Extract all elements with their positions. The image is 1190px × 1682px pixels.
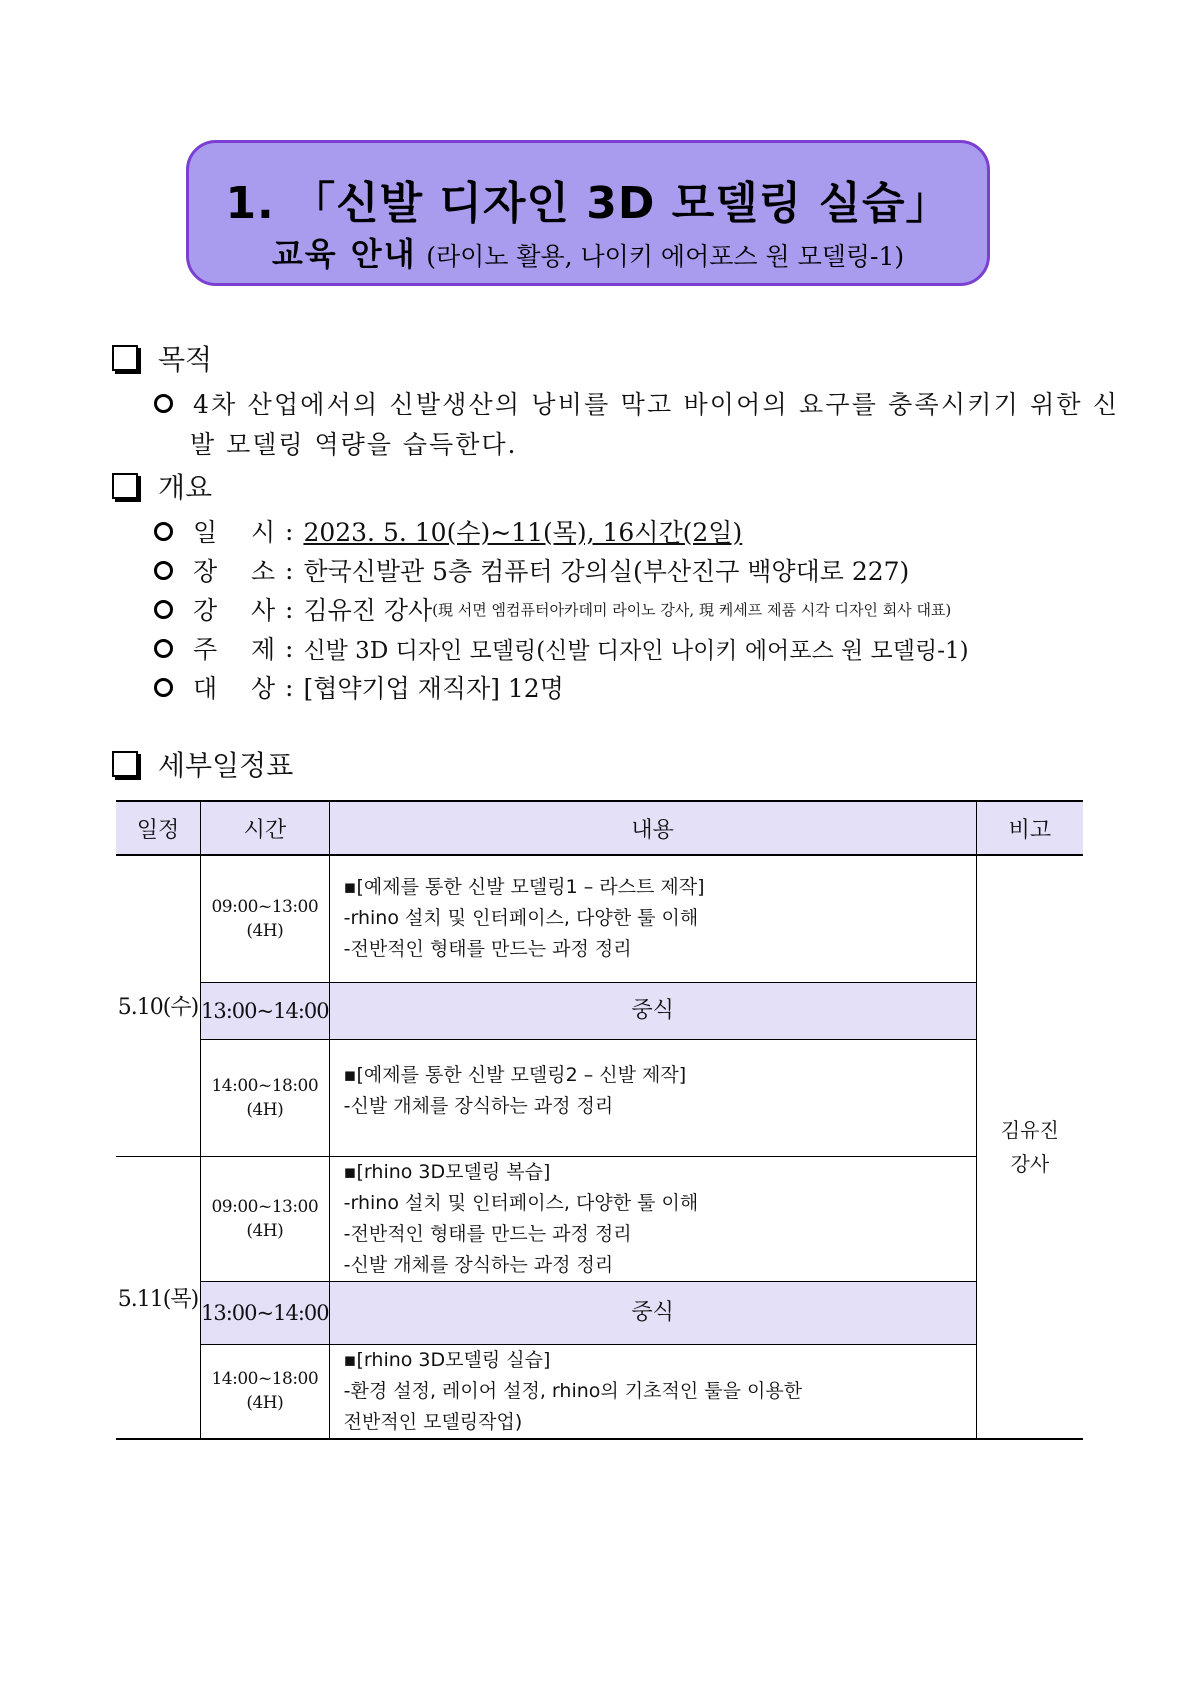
lunch-cell: 중식 [329,982,976,1039]
header-time: 시간 [201,801,330,855]
content-cell [329,1156,976,1281]
time-hours: (4H) [246,920,284,941]
lunch-cell: 중식 [329,1281,976,1344]
purpose-text-line1: 4차 산업에서의 신발생산의 낭비를 막고 바이어의 요구를 충족시키기 위한 신 [193,390,1120,419]
item-value: 신발 3D 디자인 모델링(신발 디자인 나이키 에어포스 원 모델링-1) [303,637,969,664]
schedule-table [116,800,1083,1440]
purpose-text-line2: 발 모델링 역량을 습득한다. [190,430,518,459]
title-banner [186,140,990,286]
item-label: 일 시 [193,518,282,547]
content-cell [329,1344,976,1439]
item-value: 한국신발관 5층 컴퓨터 강의실(부산진구 백양대로 227) [303,557,910,586]
item-value: [협약기업 재직자] 12명 [303,674,564,703]
table-row-lunch [116,982,1083,1039]
subtitle-detail: (라이노 활용, 나이키 에어포스 원 모델링-1) [426,242,905,271]
content-line: ▪[예제를 통한 신발 모델링1 – 라스트 제작] [343,876,705,899]
header-note: 비고 [976,801,1083,855]
purpose-item [154,385,1119,421]
item-label: 강 사 [193,596,282,625]
note-instructor-role: 강사 [1010,1151,1050,1176]
note-instructor-name: 김유진 [1000,1117,1059,1142]
time-range: 14:00~18:00 [211,1369,319,1389]
section-overview [112,466,212,506]
section-heading: 개요 [158,471,213,504]
circle-bullet-icon [154,522,173,541]
content-line: ▪[rhino 3D모델링 복습] [343,1160,551,1183]
overview-item-place: 장 소 : 한국신발관 5층 컴퓨터 강의실(부산진구 백양대로 227) [154,552,909,588]
time-cell: 13:00~14:00 [201,1281,330,1344]
overview-item-topic: 주 제 : 신발 3D 디자인 모델링(신발 디자인 나이키 에어포스 원 모델링-1) [154,630,969,666]
document-title: 1. 「신발 디자인 3D 모델링 실습」 [225,178,951,229]
table-row [116,855,1083,982]
time-range: 09:00~13:00 [211,896,319,917]
time-cell: 13:00~14:00 [201,982,330,1039]
content-cell [329,855,976,982]
note-cell [976,855,1083,1439]
circle-bullet-icon [154,600,173,619]
item-value: 김유진 강사 [303,596,433,625]
content-line: -신발 개체를 장식하는 과정 정리 [343,1253,614,1276]
content-line: -신발 개체를 장식하는 과정 정리 [343,1094,614,1117]
document-subtitle [189,229,987,275]
circle-bullet-icon [154,678,173,697]
table-row [116,1156,1083,1281]
time-cell [201,1156,330,1281]
table-row [116,1344,1083,1439]
content-line: ▪[예제를 통한 신발 모델링2 – 신발 제작] [343,1063,687,1086]
item-value: 2023. 5. 10(수)~11(목), 16시간(2일) [303,518,743,547]
day2-date: 5.11(목) [116,1156,201,1439]
time-cell [201,1039,330,1156]
content-line: -rhino 설치 및 인터페이스, 다양한 툴 이해 [343,1191,699,1214]
time-cell [201,855,330,982]
content-line: -환경 설정, 레이어 설정, rhino의 기초적인 툴을 이용한 [343,1379,803,1402]
content-line: 전반적인 모델링작업) [343,1410,523,1433]
table-row [116,1039,1083,1156]
content-line: ▪[rhino 3D모델링 실습] [343,1348,551,1371]
section-heading: 세부일정표 [158,749,294,782]
checkbox-square-icon [112,473,138,499]
time-hours: (4H) [246,1393,284,1413]
header-content: 내용 [329,801,976,855]
circle-bullet-icon [154,394,173,413]
time-range: 09:00~13:00 [211,1196,319,1217]
time-hours: (4H) [246,1099,284,1120]
checkbox-square-icon [112,345,138,371]
content-line: -rhino 설치 및 인터페이스, 다양한 툴 이해 [343,907,699,930]
item-label: 장 소 [193,557,282,586]
header-date: 일정 [116,801,201,855]
overview-item-instructor: 강 사 : 김유진 강사 (現 서면 엠컴퓨터아카데미 라이노 강사, 現 케세프 제품 시각 디자인 회사 대표) [154,591,951,627]
day1-date: 5.10(수) [116,855,201,1156]
section-schedule [112,744,293,784]
section-heading: 목적 [158,343,213,376]
time-hours: (4H) [246,1220,284,1241]
content-cell [329,1039,976,1156]
time-cell [201,1344,330,1439]
table-row-lunch [116,1281,1083,1344]
time-range: 14:00~18:00 [211,1075,319,1096]
overview-item-target: 대 상 : [협약기업 재직자] 12명 [154,669,564,705]
item-label: 주 제 [193,635,282,664]
circle-bullet-icon [154,639,173,658]
section-purpose [112,338,212,378]
checkbox-square-icon [112,751,138,777]
item-extra: (現 서면 엠컴퓨터아카데미 라이노 강사, 現 케세프 제품 시각 디자인 회사 대표) [432,600,952,619]
subtitle-main: 교육 안내 [271,235,417,273]
item-label: 대 상 [193,674,282,703]
table-header-row [116,801,1083,855]
content-line: -전반적인 형태를 만드는 과정 정리 [343,938,632,961]
overview-item-date: 일 시 : 2023. 5. 10(수)~11(목), 16시간(2일) [154,513,742,549]
circle-bullet-icon [154,561,173,580]
content-line: -전반적인 형태를 만드는 과정 정리 [343,1222,632,1245]
